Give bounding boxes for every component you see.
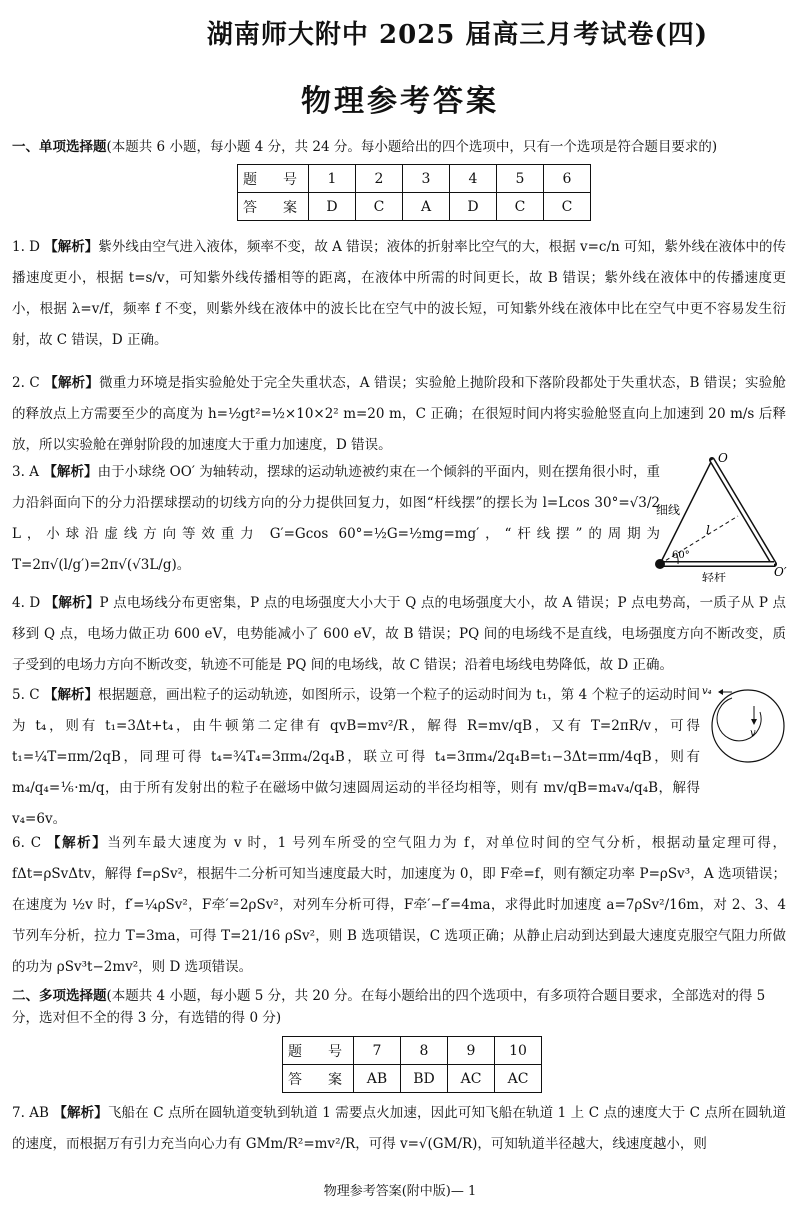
answer-q3: 3. A 【解析】由于小球绕 OO′ 为轴转动，摆球的运动轨迹被约束在一个倾斜的平面内，则在摆角很小时，重力沿斜面向下的分力沿摆球摆动的切线方向的分力提供回复力，如图“杆线摆”的摆长为 l=Lcos 30°=√3/2 L，小球沿虚线方向等效重力 G′=Gcos 60°=½G=½mg=mg′，“杆线摆”的周期为 T=2π√(l/g′)=2π√(√3L/g)。 (12, 464, 661, 573)
particle-trajectory-figure (700, 680, 790, 770)
document-title: 物理参考答案 (301, 84, 499, 119)
svg-text:l: l (706, 523, 710, 537)
svg-text:细线: 细线 (656, 503, 681, 517)
answer-table-2 (282, 1036, 542, 1093)
exam-title: 湖南师大附中 2025 届高三月考试卷(四) (206, 20, 708, 50)
table-row: 题 号 7 8 9 10 (283, 1037, 542, 1065)
answer-q2: 2. C 【解析】微重力环境是指实验舱处于完全失重状态，A 错误；实验舱上抛阶段和下落阶段都处于失重状态，B 错误；实验舱的释放点上方需要至少的高度为 h=½gt²=½×10×2² m=20 m，C 正确；在很短时间内将实验舱竖直向上加速到 20 m/s 后释放，所以实验舱在弹射阶段的加速度大于重力加速度，D 错误。 (12, 375, 786, 453)
section-2-heading: 二、多项选择题(本题共 4 小题，每小题 5 分，共 20 分。在每小题给出的四个选项中，有多项符合题目要求，全部选对的得 5 分，选对但不全的得 3 分，有选错的得 0 分) (12, 988, 766, 1026)
page-footer: 物理参考答案(附中版)— 1 (323, 1184, 477, 1199)
table-header-label: 题 号 (238, 165, 309, 193)
svg-text:O′: O′ (774, 565, 787, 579)
svg-text:O: O (718, 452, 728, 465)
answer-q1: 1. D 【解析】紫外线由空气进入液体，频率不变，故 A 错误；液体的折射率比空气的大，根据 v=c/n 可知，紫外线在液体中的传播速度更小，根据 t=s/v，可知紫外线传播相等的距离，在液体中所需的时间更长，故 B 错误；紫外线在液体中的传播速度更小，根据 λ=v/f，频率 f 不变，则紫外线在液体中的波长比在空气中的波长短，可知紫外线在液体中比在空气中更不容易发生衍射，故 C 错误，D 正确。 (12, 239, 787, 348)
answer-q4: 4. D 【解析】P 点电场线分布更密集，P 点的电场强度大小大于 Q 点的电场强度大小，故 A 错误；P 点电势高，一质子从 P 点移到 Q 点，电场力做正功 600 eV，电势能减小了 600 eV，故 B 错误；PQ 间的电场线不是直线，电场强度方向不断改变，质子受到的电场力方向不断改变，轨迹不可能是 PQ 间的电场线，故 C 错误；沿着电场线电势降低，故 D 正确。 (12, 595, 787, 673)
section-1-heading: 一、单项选择题(本题共 6 小题，每小题 4 分，共 24 分。每小题给出的四个选项中，只有一个选项是符合题目要求的) (12, 139, 718, 155)
rod-pendulum-figure (650, 452, 790, 582)
table-row: 答 案 D C A D C C (238, 193, 591, 221)
svg-text:60°: 60° (672, 550, 690, 561)
answer-q7: 7. AB 【解析】飞船在 C 点所在圆轨道变轨到轨道 1 需要点火加速，因此可知飞船在轨道 1 上 C 点的速度大于 C 点所在圆轨道的速度，而根据万有引力充当向心力有 GMm/R²=mv²/R，可得 v=√(GM/R)，可知轨道半径越大，线速度越小，则 (12, 1105, 787, 1152)
answer-table-1 (237, 164, 591, 221)
table-row: 答 案 AB BD AC AC (283, 1065, 542, 1093)
answer-q5: 5. C 【解析】根据题意，画出粒子的运动轨迹，如图所示，设第一个粒子的运动时间为 t₁，第 4 个粒子的运动时间为 t₄，则有 t₁=3Δt+t₄，由牛顿第二定律有 qvB=mv²/R，解得 R=mv/qB，又有 T=2πR/v，可得 t₁=¼T=πm/2qB，同理可得 t₄=¾T₄=3πm₄/2q₄B，联立可得 t₄=3πm₄/2q₄B=t₁−3Δt=πm/4qB，则有 m₄/q₄=⅙·m/q，由于所有发射出的粒子在磁场中做匀速圆周运动的半径均相等，则有 mv/qB=m₄v₄/q₄B，解得 v₄=6v。 (12, 687, 700, 827)
table-answer-label: 答 案 (238, 193, 309, 221)
svg-text:轻杆: 轻杆 (702, 571, 727, 582)
svg-text:v₄: v₄ (702, 686, 712, 697)
table-row: 题 号 1 2 3 4 5 6 (238, 165, 591, 193)
svg-text:v: v (750, 728, 756, 739)
answer-q6: 6. C 【解析】当列车最大速度为 v 时，1 号列车所受的空气阻力为 f，对单位时间的空气分析，根据动量定理可得，fΔt=ρSvΔtv，解得 f=ρSv²，根据牛二分析可知当速度最大时，加速度为 0，即 F牵=f，则有额定功率 P=ρSv³，A 选项错误；在速度为 ½v 时，f′=¼ρSv²，F牵′=2ρSv²，对列车分析可得，F牵′−f′=4ma，求得此时加速度 a=7ρSv²/16m，对 2、3、4 节列车分析，拉力 T=3ma，可得 T=21/16 ρSv²，则 B 选项错误，C 选项正确；从静止启动到达到最大速度克服空气阻力所做的功为 ρSv³t−2mv²，则 D 选项错误。 (12, 835, 786, 975)
